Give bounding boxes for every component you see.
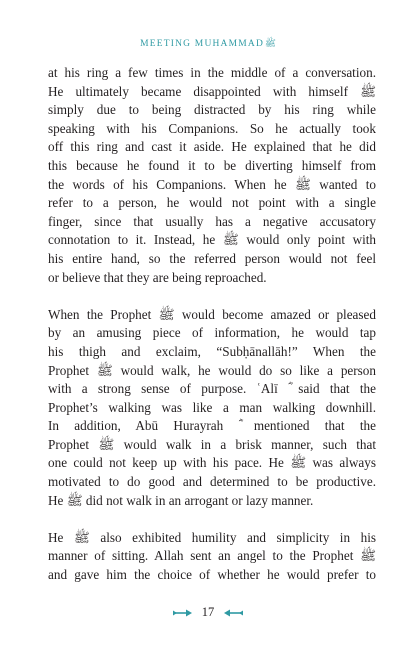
text-line: motivated to do good and determined to be productive. (48, 474, 376, 490)
text-line: refer to a person, he would not point with a single (48, 195, 376, 211)
page-number: 17 (201, 605, 215, 619)
paragraph-gap (48, 510, 376, 529)
text-line: his thigh and exclaim, “Subḥānallāh!” When the (48, 343, 376, 359)
text-line: and gave him the choice of whether he would prefer to (48, 567, 376, 583)
paragraph (48, 529, 376, 585)
text-line: connotation to it. Instead, he ﷺ would only point with (48, 232, 377, 248)
running-header-title: MEETING MUHAMMAD (140, 39, 265, 49)
text-line: Prophet ﷺ would walk in a brisk manner, such that (48, 436, 376, 452)
text-line: this because he found it to be diverting himself from (48, 157, 376, 173)
text-line: When the Prophet ﷺ would become amazed or pleased (48, 306, 376, 322)
arrow-left-icon (223, 606, 243, 621)
text-line: simply due to being distracted by his ring while (48, 102, 376, 118)
text-line: Prophet ﷺ would walk, he would do so like a person (48, 362, 376, 378)
text-line: off this ring and cast it aside. He explained that he did (48, 139, 376, 155)
text-line: He ﷺ did not walk in an arrogant or lazy manner. (48, 492, 314, 508)
text-line: his entire hand, so the referred person would not feel (48, 250, 376, 266)
honorific-glyph: ﷺ (265, 38, 276, 48)
paragraph-gap (48, 287, 376, 306)
page-footer (0, 605, 416, 621)
text-line: Prophet’s walking was like a man walking downhill. (48, 399, 376, 415)
running-header (0, 37, 416, 51)
text-line: In addition, Abū Hurayrah ؓ mentioned that the (48, 418, 376, 434)
text-line: at his ring a few times in the middle of a conversation. (48, 65, 376, 80)
text-line: finger, since that usually has a negative accusatory (48, 213, 376, 229)
text-line: the words of his Companions. When he ﷺ wanted to (48, 176, 377, 192)
text-line: He ﷺ also exhibited humility and simplicity in his (48, 529, 376, 545)
text-line: with a strong sense of purpose. ʿAlī ؓ said that the (48, 381, 376, 397)
text-line: manner of sitting. Allah sent an angel to the Prophet ﷺ (48, 548, 376, 564)
page-body (48, 64, 376, 585)
text-line: by an amusing piece of information, he would tap (48, 325, 376, 341)
text-line: He ultimately became disappointed with himself ﷺ (48, 83, 376, 99)
paragraph (48, 64, 376, 287)
text-line: speaking with his Companions. So he actually took (48, 120, 376, 136)
arrow-right-icon (173, 606, 193, 621)
paragraph (48, 306, 376, 511)
text-line: or believe that they are being reproached. (48, 269, 267, 285)
text-line: one could not keep up with his pace. He ﷺ was always (48, 455, 376, 471)
